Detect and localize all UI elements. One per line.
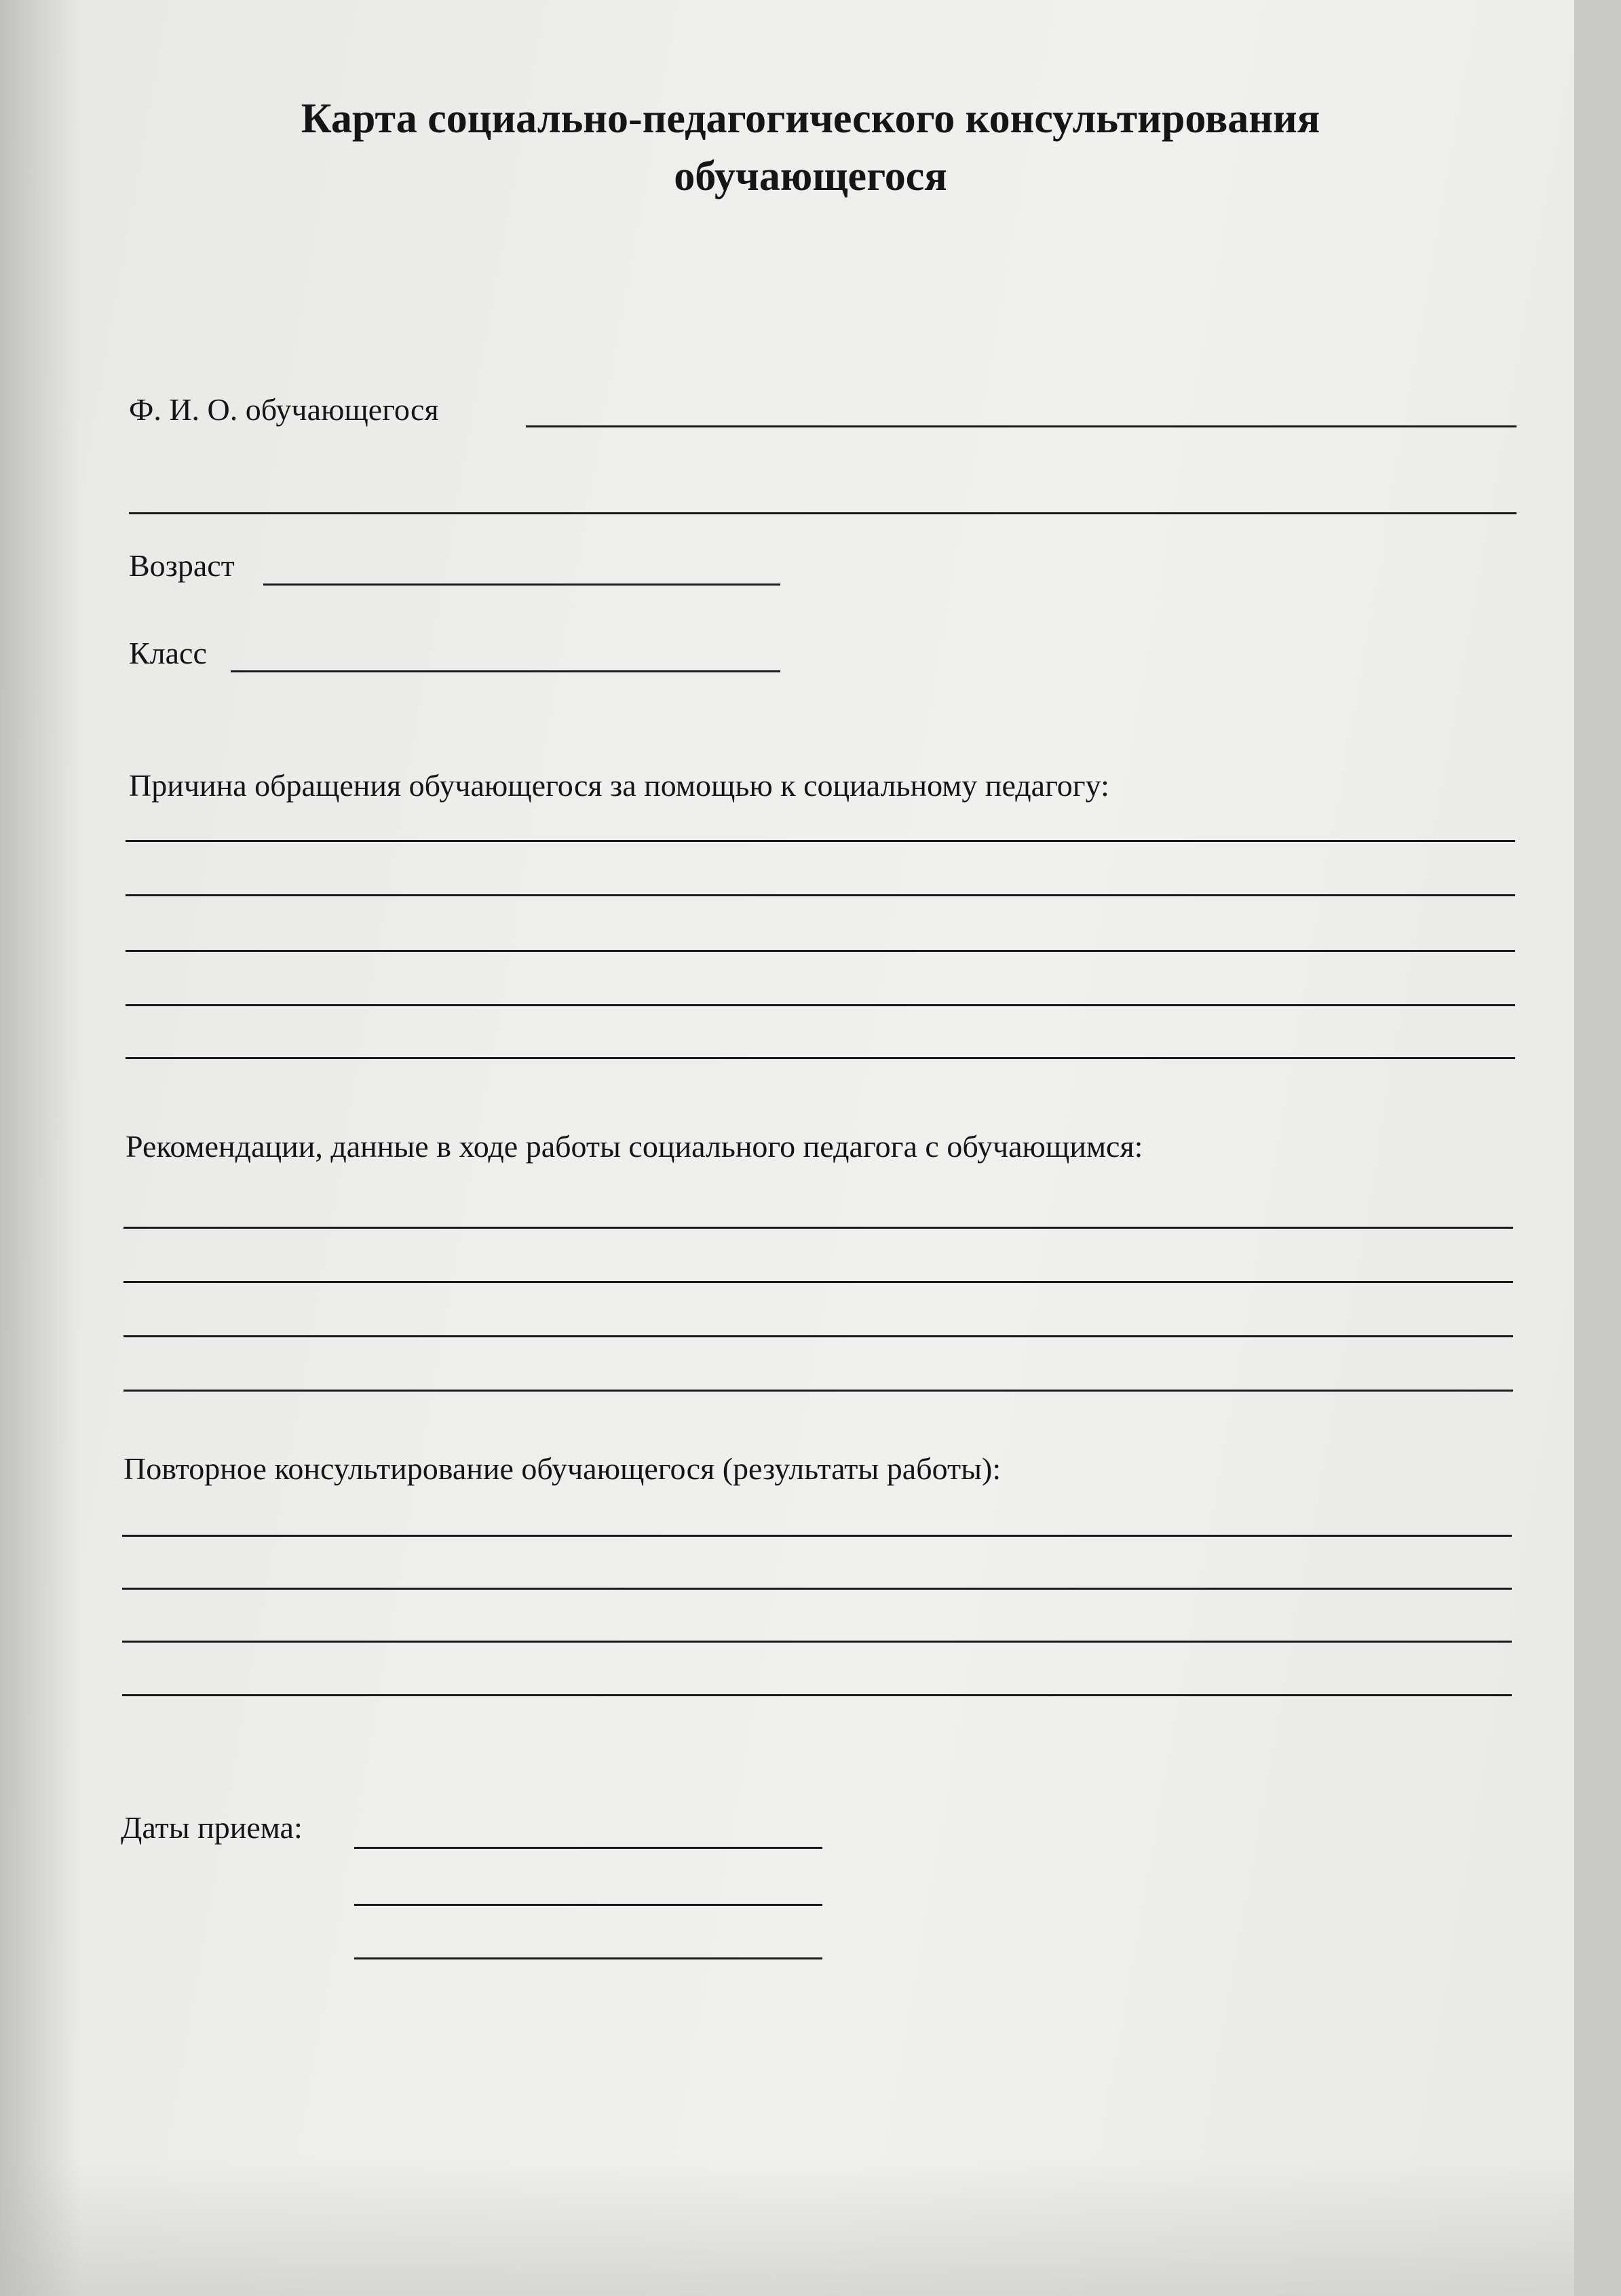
reason-line-4[interactable] [126,1004,1515,1006]
recommendations-line-1[interactable] [123,1227,1513,1229]
reason-label: Причина обращения обучающегося за помощью к социальному педагогу: [129,768,1109,803]
recommendations-line-4[interactable] [123,1390,1513,1392]
repeat-consultation-line-4[interactable] [122,1694,1512,1696]
document-title-line-2: обучающегося [674,153,947,199]
page-bottom-shadow [0,2158,1574,2296]
student-name-label: Ф. И. О. обучающегося [129,392,439,427]
reception-date-line-3[interactable] [354,1957,822,1959]
repeat-consultation-line-1[interactable] [122,1535,1512,1537]
reason-line-2[interactable] [126,894,1515,896]
page-edge-shadow [0,0,81,2296]
age-label: Возраст [129,548,235,583]
reason-line-1[interactable] [126,840,1515,842]
repeat-consultation-line-2[interactable] [122,1588,1512,1590]
reception-dates-label: Даты приема: [121,1810,303,1845]
age-line[interactable] [263,583,780,586]
document-title-line-1: Карта социально-педагогического консультирования [301,96,1320,142]
repeat-consultation-label: Повторное консультирование обучающегося (результаты работы): [123,1451,1002,1486]
reason-line-3[interactable] [126,950,1515,952]
student-name-line-2[interactable] [129,512,1517,514]
recommendations-line-2[interactable] [123,1281,1513,1283]
repeat-consultation-line-3[interactable] [122,1641,1512,1643]
recommendations-label: Рекомендации, данные в ходе работы социального педагога с обучающимся: [126,1129,1143,1164]
reception-date-line-2[interactable] [354,1904,822,1906]
student-name-line[interactable] [526,425,1517,427]
reception-date-line-1[interactable] [354,1847,822,1849]
reason-line-5[interactable] [126,1057,1515,1059]
class-label: Класс [129,636,207,670]
class-line[interactable] [231,670,780,672]
recommendations-line-3[interactable] [123,1335,1513,1337]
